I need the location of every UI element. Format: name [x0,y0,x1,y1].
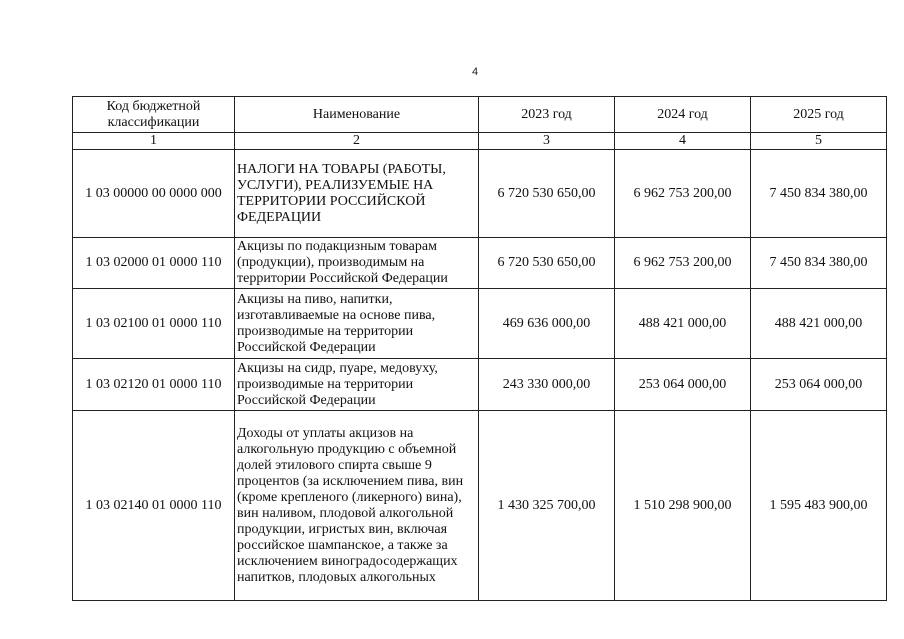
column-index: 4 [615,133,751,150]
column-index: 3 [479,133,615,150]
table-row [73,289,887,359]
row-value-2024: 6 962 753 200,00 [615,238,751,289]
row-code: 1 03 02120 01 0000 110 [73,359,235,411]
row-name: Акцизы на пиво, напитки, изготавливаемые на основе пива, производимые на территории Российской Федерации [235,289,479,359]
row-name: Акцизы на сидр, пуаре, медовуху, производимые на территории Российской Федерации [235,359,479,411]
row-name: Акцизы по подакцизным товарам (продукции), производимым на территории Российской Федерации [235,238,479,289]
row-name: НАЛОГИ НА ТОВАРЫ (РАБОТЫ, УСЛУГИ), РЕАЛИЗУЕМЫЕ НА ТЕРРИТОРИИ РОССИЙСКОЙ ФЕДЕРАЦИИ [235,150,479,238]
column-index: 2 [235,133,479,150]
row-name: Доходы от уплаты акцизов на алкогольную продукцию с объемной долей этилового спирта свыше 9 процентов (за исключением пива, вин (кроме крепленого (ликерного) вина), вин наливом, плодовой алкогольной продукции, игристых вин, включая российское шампанское, а также за исключением виноградосодержащих напитков, плодовых алкогольных [235,411,479,601]
row-value-2024: 1 510 298 900,00 [615,411,751,601]
page-number: 4 [471,66,479,78]
header-2023: 2023 год [479,97,615,133]
row-value-2025: 7 450 834 380,00 [751,150,887,238]
row-value-2023: 6 720 530 650,00 [479,150,615,238]
row-value-2023: 469 636 000,00 [479,289,615,359]
table-row [73,411,887,601]
row-value-2024: 488 421 000,00 [615,289,751,359]
row-value-2024: 253 064 000,00 [615,359,751,411]
row-value-2023: 1 430 325 700,00 [479,411,615,601]
row-code: 1 03 02000 01 0000 110 [73,238,235,289]
header-2024: 2024 год [615,97,751,133]
row-value-2023: 243 330 000,00 [479,359,615,411]
row-value-2024: 6 962 753 200,00 [615,150,751,238]
column-index: 1 [73,133,235,150]
header-code: Код бюджетной классификации [73,97,235,133]
table-row [73,359,887,411]
header-name: Наименование [235,97,479,133]
row-code: 1 03 02140 01 0000 110 [73,411,235,601]
column-index-row [73,133,887,150]
row-value-2025: 253 064 000,00 [751,359,887,411]
row-value-2025: 488 421 000,00 [751,289,887,359]
row-value-2025: 1 595 483 900,00 [751,411,887,601]
budget-revenue-table [72,96,887,601]
row-code: 1 03 00000 00 0000 000 [73,150,235,238]
row-value-2025: 7 450 834 380,00 [751,238,887,289]
table-header-row [73,97,887,133]
table-row [73,238,887,289]
row-value-2023: 6 720 530 650,00 [479,238,615,289]
table-row [73,150,887,238]
header-2025: 2025 год [751,97,887,133]
row-code: 1 03 02100 01 0000 110 [73,289,235,359]
column-index: 5 [751,133,887,150]
